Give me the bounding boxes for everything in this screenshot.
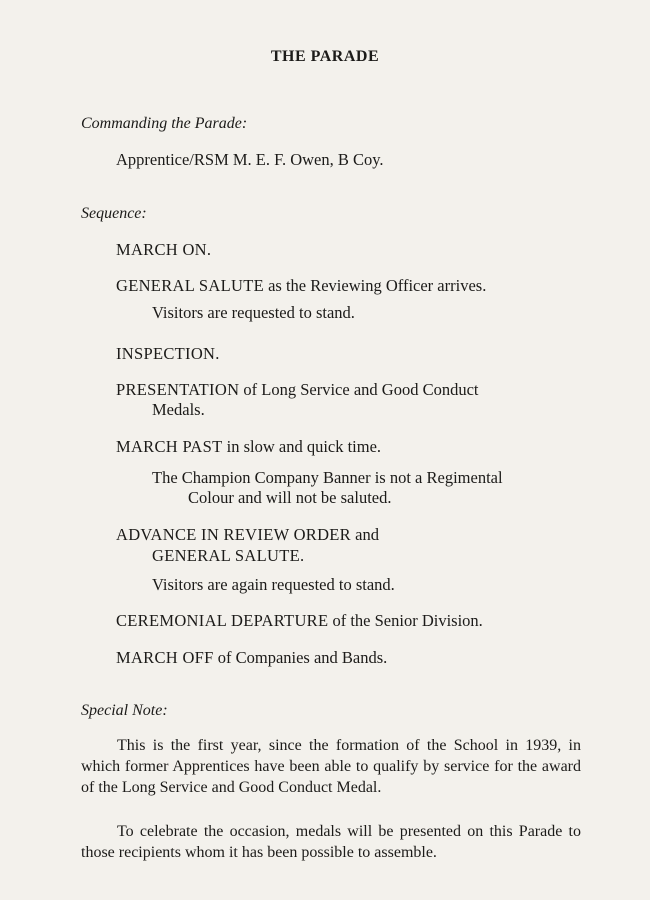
- step-march-off-caps: MARCH OFF: [116, 648, 214, 667]
- step-inspection: INSPECTION.: [116, 344, 220, 363]
- step-presentation-caps: PRESENTATION: [116, 380, 240, 399]
- step-advance-note: Visitors are again requested to stand.: [152, 575, 395, 594]
- step-general-salute: [116, 276, 486, 296]
- step-ceremonial-caps: CEREMONIAL DEPARTURE: [116, 611, 329, 630]
- step-march-off: [116, 648, 387, 668]
- step-march-past: [116, 437, 381, 457]
- step-general-salute-rest: as the Reviewing Officer arrives.: [263, 276, 487, 295]
- special-note-paragraph-1: This is the first year, since the formation of the School in 1939, in which former Apprentices have been able to qualify by service for the award of the Long Service and Good Conduct Medal.: [81, 737, 581, 796]
- step-presentation: [116, 380, 478, 400]
- step-march-off-rest: of Companies and Bands.: [213, 648, 388, 667]
- step-advance-rest: and: [351, 525, 379, 544]
- step-ceremonial-rest: of the Senior Division.: [328, 611, 483, 630]
- step-general-salute-caps: GENERAL SALUTE: [116, 276, 264, 295]
- step-advance-caps: ADVANCE IN REVIEW ORDER: [116, 525, 351, 544]
- step-ceremonial-departure: [116, 611, 483, 631]
- step-presentation-rest: of Long Service and Good Conduct: [239, 380, 479, 399]
- step-advance-line2: GENERAL SALUTE.: [152, 546, 305, 565]
- page-title: THE PARADE: [270, 48, 380, 65]
- sequence-heading: Sequence:: [81, 205, 147, 222]
- step-march-on: MARCH ON.: [116, 240, 212, 259]
- step-general-salute-note: Visitors are requested to stand.: [152, 303, 355, 322]
- step-march-past-rest: in slow and quick time.: [222, 437, 382, 456]
- commanding-heading: Commanding the Parade:: [81, 115, 248, 132]
- step-presentation-line2: Medals.: [152, 400, 205, 419]
- step-march-past-note-line1: The Champion Company Banner is not a Regimental: [152, 468, 503, 487]
- step-march-past-caps: MARCH PAST: [116, 437, 223, 456]
- step-march-past-note-line2: Colour and will not be saluted.: [188, 488, 392, 507]
- special-note-paragraph-2: To celebrate the occasion, medals will be presented on this Parade to those recipients whom it has been possible to assemble.: [81, 823, 581, 861]
- commander-name: Apprentice/RSM M. E. F. Owen, B Coy.: [116, 150, 384, 169]
- special-note-heading: Special Note:: [81, 702, 168, 719]
- step-advance: [116, 525, 379, 545]
